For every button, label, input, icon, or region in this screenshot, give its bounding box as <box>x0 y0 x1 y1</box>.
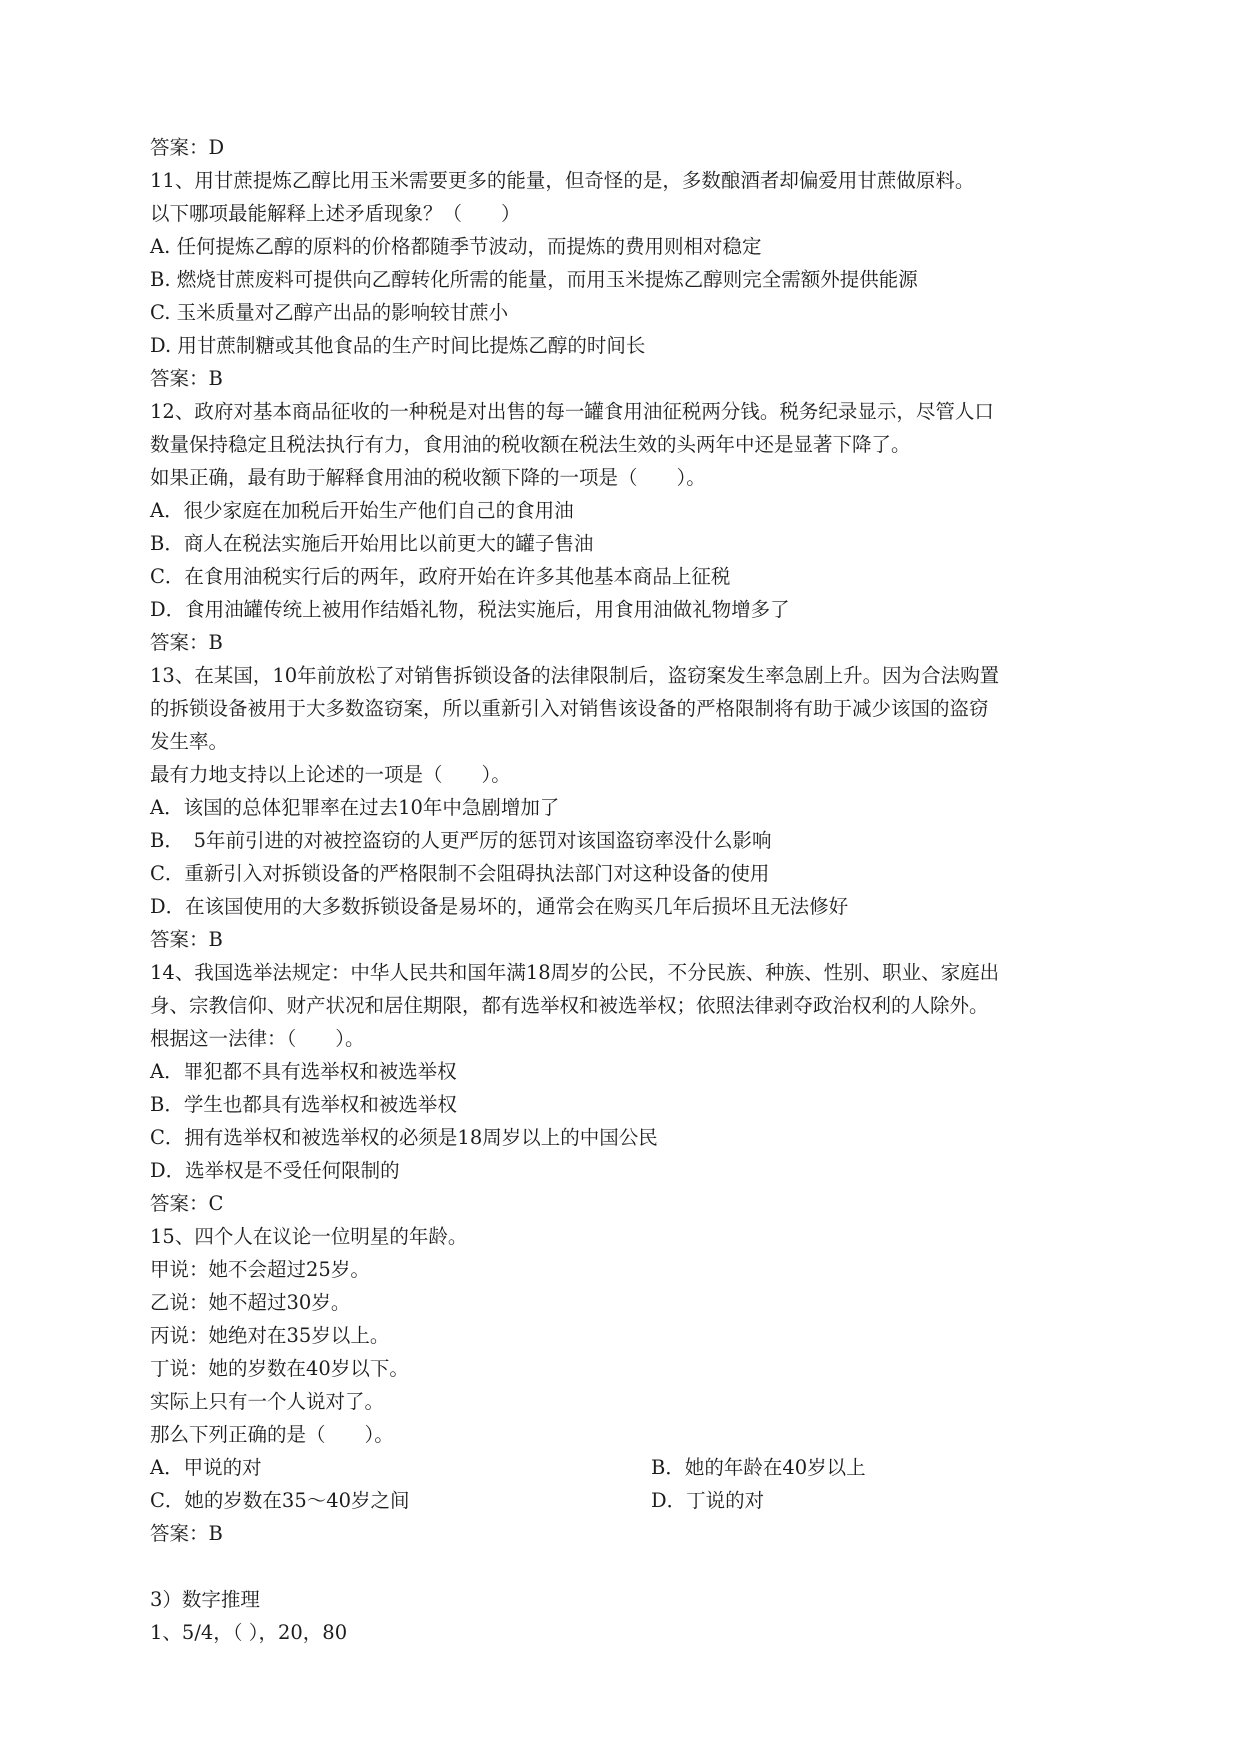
option-a: A．该国的总体犯罪率在过去10年中急剧增加了 <box>150 796 560 819</box>
question-stem-line: 14、我国选举法规定：中华人民共和国年满18周岁的公民，不分民族、种族、性别、职业、家庭出 <box>150 961 1000 984</box>
answer-q15: 答案：B <box>150 1522 223 1545</box>
question-stem-line: 数量保持稳定且税法执行有力，食用油的税收额在税法生效的头两年中还是显著下降了。 <box>150 433 911 456</box>
question-15 <box>150 1220 1110 1550</box>
answer-q14: 答案：C <box>150 1192 224 1215</box>
option-b: B． 5年前引进的对被控盗窃的人更严厉的惩罚对该国盗窃率没什么影响 <box>150 829 772 852</box>
option-a: A．甲说的对 <box>150 1456 262 1479</box>
question-stem-line: 实际上只有一个人说对了。 <box>150 1390 385 1413</box>
option-d: D．选举权是不受任何限制的 <box>150 1159 400 1182</box>
question-12 <box>150 395 1110 659</box>
option-a: A．很少家庭在加税后开始生产他们自己的食用油 <box>150 499 574 522</box>
question-14 <box>150 956 1110 1220</box>
statement-bing: 丙说：她绝对在35岁以上。 <box>150 1324 390 1347</box>
options-row <box>150 1484 1110 1517</box>
statement-jia: 甲说：她不会超过25岁。 <box>150 1258 370 1281</box>
number-question-1: 1、5/4，（ ），20，80 <box>150 1621 348 1644</box>
option-c: C．在食用油税实行后的两年，政府开始在许多其他基本商品上征税 <box>150 565 731 588</box>
option-a: A．罪犯都不具有选举权和被选举权 <box>150 1060 457 1083</box>
answer-q10: 答案：D <box>150 136 225 159</box>
options-row <box>150 1451 1110 1484</box>
question-stem-line: 根据这一法律：（ ）。 <box>150 1027 365 1050</box>
question-11 <box>150 164 1110 395</box>
question-stem-line: 13、在某国，10年前放松了对销售拆锁设备的法律限制后，盗窃案发生率急剧上升。因为合法购置 <box>150 664 1000 687</box>
option-c: C．她的岁数在35～40岁之间 <box>150 1489 410 1512</box>
section-spacer <box>150 1550 1110 1583</box>
statement-ding: 丁说：她的岁数在40岁以下。 <box>150 1357 409 1380</box>
option-d: D. 用甘蔗制糖或其他食品的生产时间比提炼乙醇的时间长 <box>150 334 646 357</box>
option-b: B．商人在税法实施后开始用比以前更大的罐子售油 <box>150 532 594 555</box>
option-d: D．在该国使用的大多数拆锁设备是易坏的，通常会在购买几年后损坏且无法修好 <box>150 895 849 918</box>
question-stem-line: 最有力地支持以上论述的一项是（ ）。 <box>150 763 511 786</box>
option-c: C．拥有选举权和被选举权的必须是18周岁以上的中国公民 <box>150 1126 658 1149</box>
answer-q13: 答案：B <box>150 928 223 951</box>
option-c: C. 玉米质量对乙醇产出品的影响较甘蔗小 <box>150 301 509 324</box>
question-stem-line: 如果正确，最有助于解释食用油的税收额下降的一项是（ ）。 <box>150 466 706 489</box>
option-d: D．丁说的对 <box>651 1489 765 1512</box>
option-c: C．重新引入对拆锁设备的严格限制不会阻碍执法部门对这种设备的使用 <box>150 862 770 885</box>
statement-yi: 乙说：她不超过30岁。 <box>150 1291 351 1314</box>
question-stem-line: 12、政府对基本商品征收的一种税是对出售的每一罐食用油征税两分钱。税务纪录显示，尽管人口 <box>150 400 994 423</box>
question-stem-line: 以下哪项最能解释上述矛盾现象？（ ） <box>150 202 521 225</box>
option-b: B. 燃烧甘蔗废料可提供向乙醇转化所需的能量，而用玉米提炼乙醇则完全需额外提供能源 <box>150 268 918 291</box>
question-stem-line: 的拆锁设备被用于大多数盗窃案，所以重新引入对销售该设备的严格限制将有助于减少该国的盗窃 <box>150 697 989 720</box>
document-page <box>150 131 1110 1649</box>
question-stem-line: 15、四个人在议论一位明星的年龄。 <box>150 1225 468 1248</box>
section-heading: 3）数字推理 <box>150 1588 260 1611</box>
answer-q12: 答案：B <box>150 631 223 654</box>
option-a: A. 任何提炼乙醇的原料的价格都随季节波动，而提炼的费用则相对稳定 <box>150 235 762 258</box>
option-b: B．她的年龄在40岁以上 <box>651 1456 866 1479</box>
question-stem-line: 发生率。 <box>150 730 229 753</box>
question-stem-line: 11、用甘蔗提炼乙醇比用玉米需要更多的能量，但奇怪的是，多数酿酒者却偏爱用甘蔗做原料。 <box>150 169 975 192</box>
option-b: B．学生也都具有选举权和被选举权 <box>150 1093 457 1116</box>
answer-q11: 答案：B <box>150 367 223 390</box>
question-13 <box>150 659 1110 956</box>
question-stem-line: 身、宗教信仰、财产状况和居住期限，都有选举权和被选举权；依照法律剥夺政治权利的人除外。 <box>150 994 989 1017</box>
option-d: D．食用油罐传统上被用作结婚礼物，税法实施后，用食用油做礼物增多了 <box>150 598 790 621</box>
question-stem-line: 那么下列正确的是（ ）。 <box>150 1423 394 1446</box>
